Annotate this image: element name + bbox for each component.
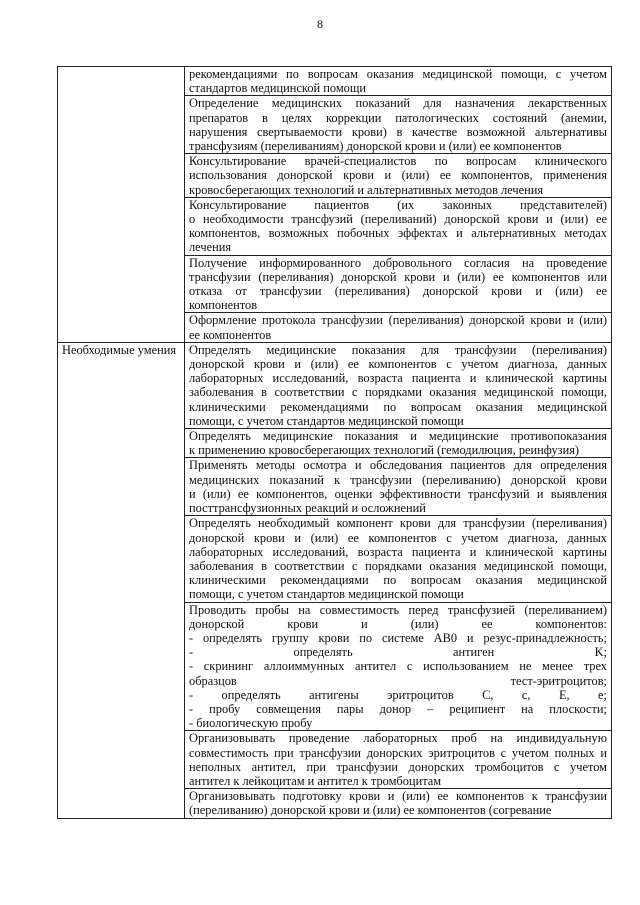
requirement-cell [185,154,612,198]
text-line: совместимость при трансфузии донорских эритроцитов с учетом полных и [189,745,607,760]
requirement-cell [185,458,612,516]
text-line: клиническими рекомендациями по вопросам оказания медицинской [189,573,607,588]
table-row [58,67,612,96]
text-line: трансфузии (переливания) донорской крови и (или) ее компонентов или [189,269,607,284]
text-line: Оформление протокола трансфузии (переливания) донорской крови и (или) [189,313,607,328]
text-line: Консультирование врачей-специалистов по вопросам клинического [189,154,607,169]
text-line: о необходимости трансфузий (переливаний) донорской крови и (или) ее [189,212,607,227]
text-line: - биологическую пробу [189,716,313,731]
text-line: (переливанию) донорской крови и (или) ее компонентов (согревание [189,803,552,818]
page-number: 8 [317,17,323,31]
text-line: медицинских показаний к трансфузии (переливанию) донорской крови [189,472,607,487]
requirement-cell [185,197,612,255]
text-line: нарушения свертываемости крови) в качестве возможной альтернативы [189,124,607,139]
requirement-cell [185,602,612,731]
text-line: посттрансфузионных реакций и осложнений [189,501,426,516]
text-line: Определять медицинские показания и медицинские противопоказания [189,429,607,444]
text-line: - определять антиген K; [189,645,607,660]
text-line: стандартов медицинской помощи [189,81,367,96]
requirement-cell [185,67,612,96]
text-line: Организовывать проведение лабораторных проб на индивидуальную [189,731,607,746]
section-label: Необходимые умения [58,342,185,818]
text-line: отказа от трансфузии (переливания) донорской крови и (или) ее [189,284,607,299]
text-line: Проводить пробы на совместимость перед трансфузией (переливанием) [189,602,607,617]
text-line: кровосберегающих технологий и альтернативных методов лечения [189,182,544,197]
text-line: - скрининг аллоиммунных антител с использованием не менее трех [189,659,607,674]
section-label [58,67,185,343]
text-line: лабораторных исследований, возраста пациента и клинической картины [189,371,607,386]
text-line: трансфузиям (переливаниям) донорской крови и (или) ее компонентов [189,139,562,154]
requirement-cell [185,731,612,789]
text-line: Определять медицинские показания для трансфузии (переливания) [189,342,607,357]
requirement-cell [185,789,612,818]
requirement-cell [185,96,612,154]
text-line: - пробу совмещения пары донор – реципиент на плоскости; [189,701,607,716]
text-line: клиническими рекомендациями по вопросам оказания медицинской [189,399,607,414]
text-line: донорской крови и (или) ее компонентов: [189,616,607,631]
competency-table [57,66,612,819]
text-line: лечения [189,240,232,255]
table-row [58,342,612,428]
text-line: к применению кровосберегающих технологий (гемодилюция, реинфузия) [189,443,580,458]
text-line: - определять группу крови по системе AB0 и резус-принадлежность; [189,630,607,645]
text-line: заболевания в соответствии с порядками оказания медицинской помощи, [189,385,607,400]
text-line: Определять необходимый компонент крови для трансфузии (переливания) [189,516,607,531]
text-line: и (или) ее компонентов, оценки эффективности трансфузий и выявления [189,486,607,501]
text-line: Консультирование пациентов (их законных представителей) [189,197,607,212]
text-line: Получение информированного добровольного согласия на проведение [189,255,607,270]
text-line: компонентов, возможных побочных эффектах и альтернативных методах [189,226,607,241]
requirement-cell [185,429,612,458]
text-line: использования донорской крови и (или) ее компонентов, применения [189,168,607,183]
text-line: донорской крови и (или) ее компонентов с учетом диагноза, данных [189,357,607,372]
text-line: компонентов [189,298,258,313]
text-line: заболевания в соответствии с порядками оказания медицинской помощи, [189,558,607,573]
text-line: рекомендациями по вопросам оказания медицинской помощи, с учетом [189,67,607,81]
text-line: помощи, с учетом стандартов медицинской помощи [189,413,464,428]
text-line: неполных антител, при трансфузии донорских тромбоцитов с учетом [189,759,607,774]
text-line: лабораторных исследований, возраста пациента и клинической картины [189,544,607,559]
requirement-cell [185,255,612,313]
text-line: ее компонентов [189,327,272,342]
requirement-cell [185,313,612,342]
text-line: Применять методы осмотра и обследования пациентов для определения [189,458,607,473]
text-line: образцов тест-эритроцитов; [189,673,607,688]
text-line: препаратов в целях коррекции патологических состояний (анемии, [189,110,607,125]
text-line: донорской крови и (или) ее компонентов с учетом диагноза, данных [189,530,607,545]
text-line: помощи, с учетом стандартов медицинской помощи [189,587,464,602]
text-line: - определять антигены эритроцитов C, c, E, e; [189,687,607,702]
text-line: Организовывать подготовку крови и (или) ее компонентов к трансфузии [189,789,607,804]
requirement-cell [185,342,612,428]
requirement-cell [185,516,612,602]
text-line: антител к лейкоцитам и антител к тромбоцитам [189,773,442,788]
text-line: Определение медицинских показаний для назначения лекарственных [189,96,607,111]
